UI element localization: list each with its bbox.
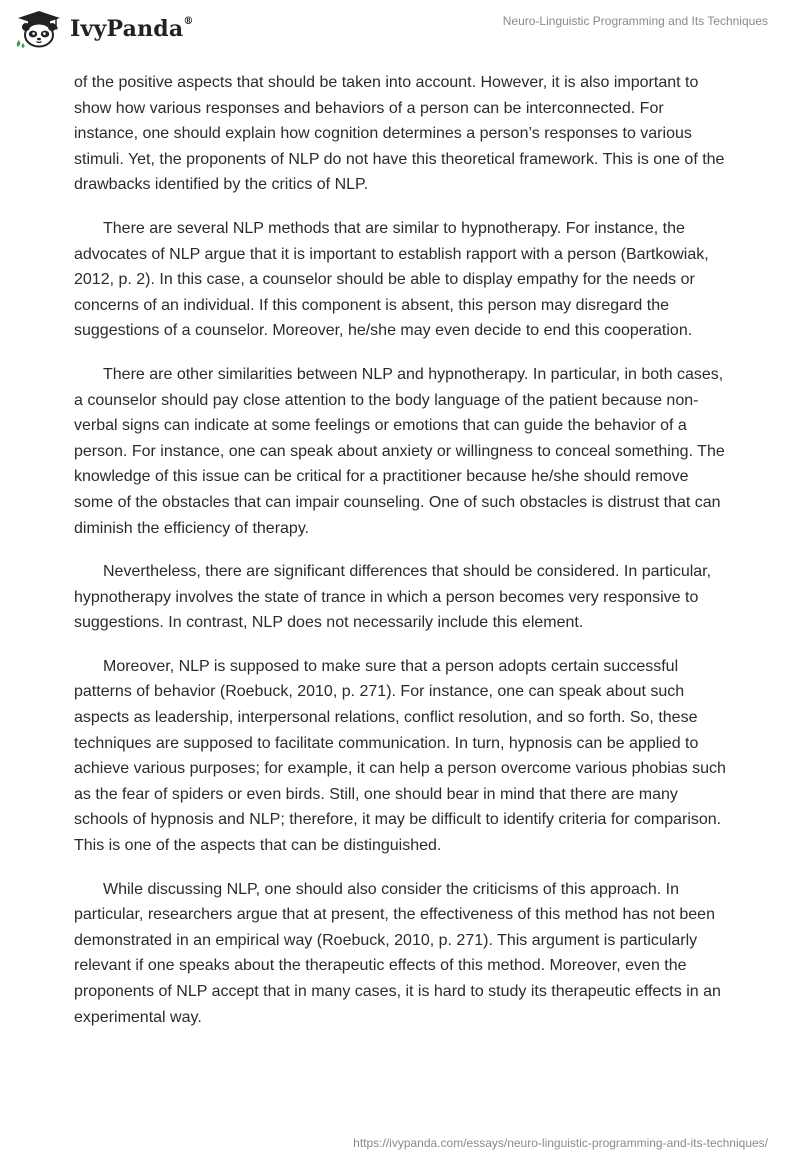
essay-body	[74, 70, 726, 1048]
paragraph-1: of the positive aspects that should be taken into account. However, it is also important to show how various responses and behaviors of a person can be interconnected. For instance, one should explain how cognition determines a person’s responses to various stimuli. Yet, the proponents of NLP do not have this theoretical framework. This is one of the drawbacks identified by the critics of NLP.	[74, 74, 725, 194]
paragraph-2: There are several NLP methods that are similar to hypnotherapy. For instance, the advocates of NLP argue that it is important to establish rapport with a person (Bartkowiak, 2012, p. 2). In this case, a counselor should be able to display empathy for the needs or concerns of an individual. If this component is absent, this person may disregard the suggestions of a counselor. Moreover, he/she may even decide to end this cooperation.	[74, 219, 709, 340]
paragraph-4: Nevertheless, there are significant differences that should be considered. In particular, hypnotherapy involves the state of trance in which a person becomes very responsive to suggestions. In contrast, NLP does not necessarily include this element.	[74, 563, 712, 632]
panda-icon	[14, 10, 64, 48]
document-title: Neuro-Linguistic Programming and Its Techniques	[502, 14, 768, 28]
registered-mark: ®	[183, 15, 194, 27]
page-header	[0, 0, 800, 60]
paragraph-5: Moreover, NLP is supposed to make sure that a person adopts certain successful patterns of behavior (Roebuck, 2010, p. 271). For instance, one can speak about such aspects as leadership, interpersonal relations, conflict resolution, and so forth. So, these techniques are supposed to facilitate communication. In turn, hypnosis can be applied to achieve various purposes; for example, it can help a person overcome various phobias such as the fear of spiders or even birds. Still, one should bear in mind that there are many schools of hypnosis and NLP; therefore, it may be difficult to identify criteria for comparison. This is one of the aspects that can be distinguished.	[74, 657, 726, 855]
ivypanda-logo[interactable]	[14, 10, 194, 48]
source-url-link[interactable]: https://ivypanda.com/essays/neuro-linguistic-programming-and-its-techniques/	[353, 1136, 768, 1150]
logo-wordmark: IvyPanda®	[70, 15, 194, 42]
paragraph-3: There are other similarities between NLP and hypnotherapy. In particular, in both cases, a counselor should pay close attention to the body language of the patient because non-verbal signs can indicate at some feelings or emotions that can guide the behavior of a person. For instance, one can speak about anxiety or willingness to conceal something. The knowledge of this issue can be critical for a practitioner because he/she should remove some of the obstacles that can impair counseling. One of such obstacles is distrust that can diminish the efficiency of therapy.	[74, 365, 725, 537]
paragraph-6: While discussing NLP, one should also consider the criticisms of this approach. In particular, researchers argue that at present, the effectiveness of this method has not been demonstrated in an empirical way (Roebuck, 2010, p. 271). This argument is particularly relevant if one speaks about the therapeutic effects of this method. Moreover, even the proponents of NLP accept that in many cases, it is hard to study its therapeutic effects in an experimental way.	[74, 880, 721, 1026]
